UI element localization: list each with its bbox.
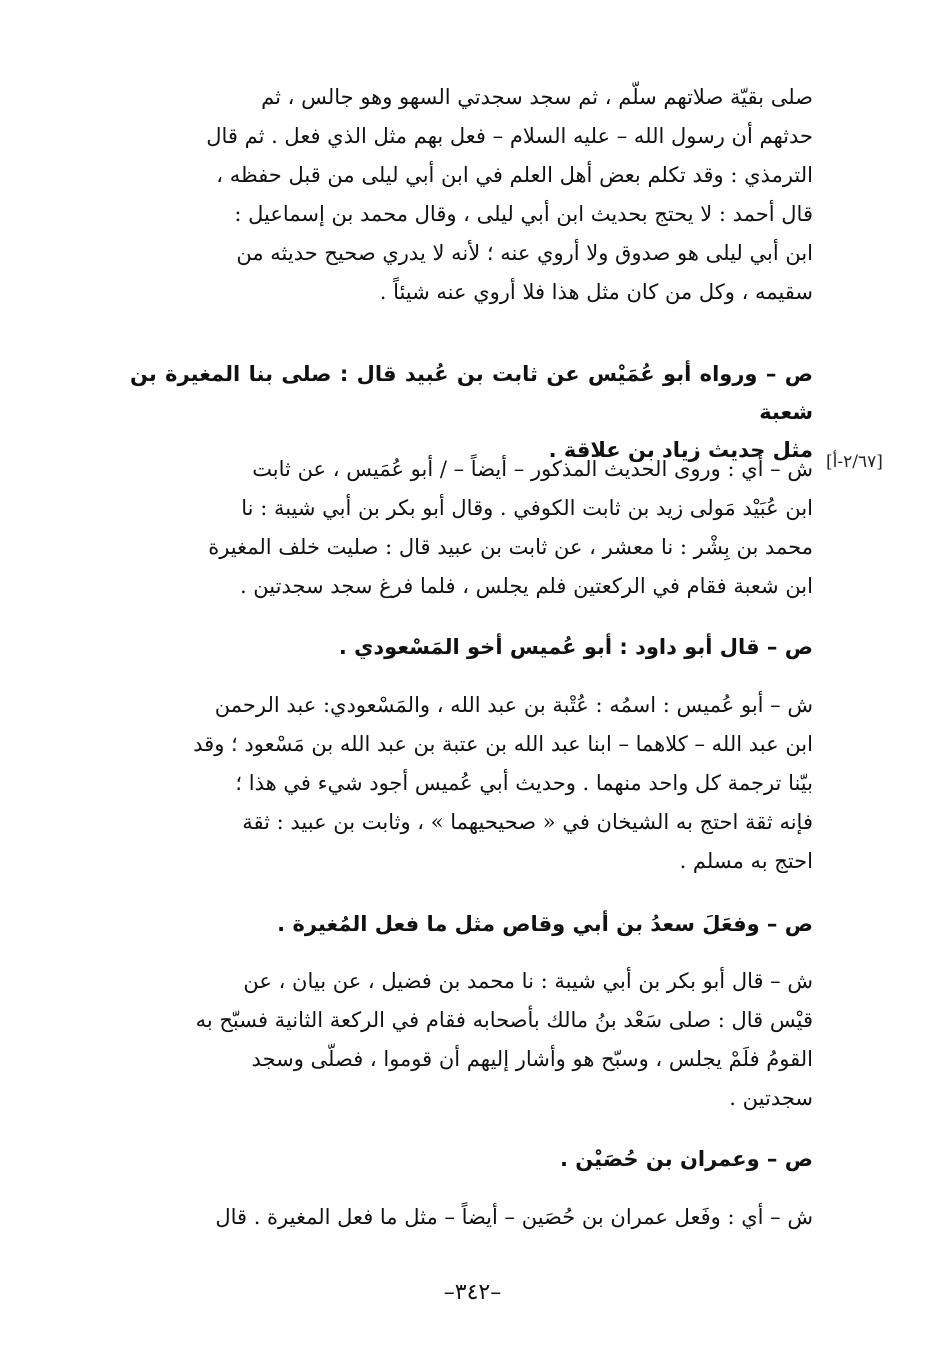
sharh-block-3	[130, 962, 813, 1118]
text-line: قال أحمد : لا يحتج بحديث ابن أبي ليلى ، وقال محمد بن إسماعيل :	[234, 202, 813, 226]
text-line: ص – قال أبو داود : أبو عُميس أخو المَسْعودي .	[338, 635, 813, 659]
text-line: بيّنا ترجمة كل واحد منهما . وحديث أبي عُميس أجود شيء في هذا ؛	[235, 771, 813, 795]
text-line: فإنه ثقة احتج به الشيخان في « صحيحيهما » ، وثابت بن عبيد : ثقة	[242, 810, 813, 834]
page-number: –٣٤٢–	[443, 1280, 502, 1305]
text-line: الترمذي : وقد تكلم بعض أهل العلم في ابن أبي ليلى من قبل حفظه ،	[216, 163, 813, 187]
paragraph-1	[130, 78, 813, 312]
sharh-block-1	[130, 450, 813, 606]
text-line: القومُ فلَمْ يجلس ، وسبّح هو وأشار إليهم أن قوموا ، فصلّى وسجد	[251, 1047, 813, 1071]
text-line: صلى بقيّة صلاتهم سلّم ، ثم سجد سجدتي السهو وهو جالس ، ثم	[261, 85, 813, 109]
text-line: سجدتين .	[729, 1086, 813, 1110]
text-line: ش – قال أبو بكر بن أبي شيبة : نا محمد بن فضيل ، عن بيان ، عن	[243, 969, 813, 993]
text-line: ص – وعمران بن حُصَيْن .	[559, 1147, 813, 1171]
text-line: ص – ورواه أبو عُمَيْس عن ثابت بن عُبيد قال : صلى بنا المغيرة بن شعبة	[130, 362, 813, 424]
paragraph-3	[130, 686, 813, 881]
sad-heading	[130, 628, 813, 666]
text-line: قيْس قال : صلى سَعْد بنُ مالك بأصحابه فقام في الركعة الثانية فسبّح به	[195, 1008, 813, 1032]
text-line: مثل حديث زياد بن علاقة .	[548, 438, 813, 462]
text-line: حدثهم أن رسول الله – عليه السلام – فعل بهم مثل الذي فعل . ثم قال	[206, 124, 813, 148]
text-line: ش – أي : وفَعل عمران بن حُصَين – أيضاً – مثل ما فعل المغيرة . قال	[215, 1205, 813, 1229]
text-line: ابن أبي ليلى هو صدوق ولا أروي عنه ؛ لأنه لا يدري صحيح حديثه من	[236, 241, 813, 265]
paragraph-5	[130, 1198, 813, 1237]
paragraph-4	[130, 962, 813, 1118]
sad-heading	[130, 905, 813, 943]
sad-block-3	[130, 905, 813, 943]
text-line: ص – وفعَلَ سعدُ بن أبي وقاص مثل ما فعل المُغيرة .	[277, 912, 813, 936]
sad-heading	[130, 1140, 813, 1178]
text-line: سقيمه ، وكل من كان مثل هذا فلا أروي عنه شيئاً .	[379, 280, 813, 304]
text-line: ابن شعبة فقام في الركعتين فلم يجلس ، فلما فرغ سجد سجدتين .	[239, 574, 813, 598]
paragraph-2	[130, 450, 813, 606]
text-line: احتج به مسلم .	[679, 849, 813, 873]
sad-block-2	[130, 628, 813, 666]
text-line: ش – أبو عُميس : اسمُه : عُتْبة بن عبد الله ، والمَسْعودي: عبد الرحمن	[214, 693, 813, 717]
text-line: ش – أي : وروى الحديث المذكور – أيضاً – / أبو عُمَيس ، عن ثابت	[252, 457, 813, 481]
text-line: ابن عبد الله – كلاهما – ابنا عبد الله بن عتبة بن عبد الله بن مَسْعود ؛ وقد	[193, 732, 813, 756]
text-line: محمد بن بِشْر : نا معشر ، عن ثابت بن عبيد قال : صليت خلف المغيرة	[208, 535, 813, 559]
margin-reference: [٢/٦٧-أ]	[826, 452, 883, 472]
text-line: ابن عُبَيْد مَولى زيد بن ثابت الكوفي . وقال أبو بكر بن أبي شيبة : نا	[241, 496, 813, 520]
sharh-block-4	[130, 1198, 813, 1237]
main-text	[130, 78, 813, 312]
sharh-block-2	[130, 686, 813, 881]
sad-block-4	[130, 1140, 813, 1178]
